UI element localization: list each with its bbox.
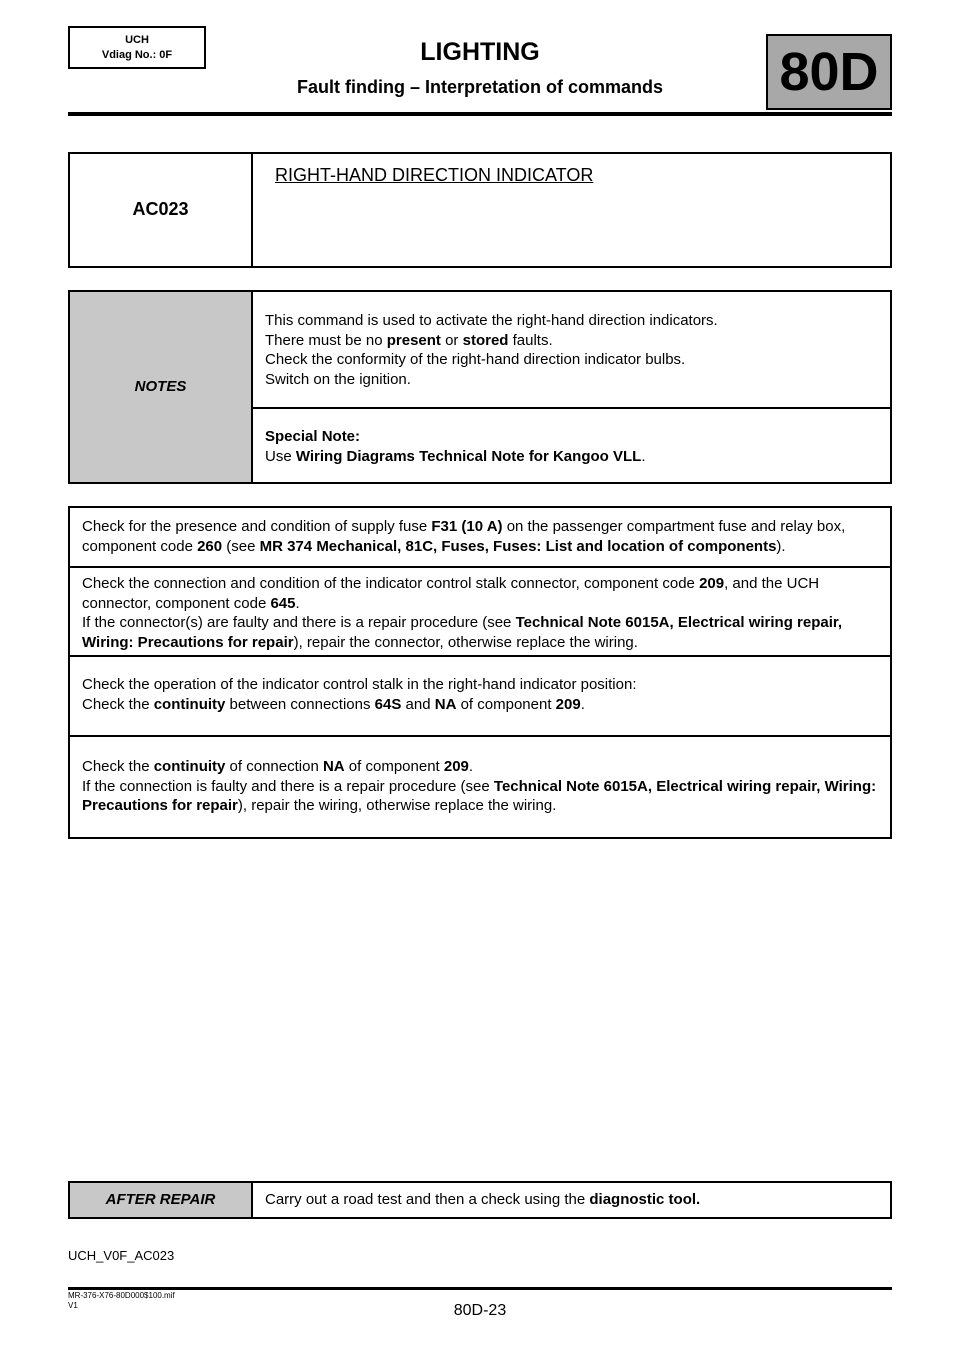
after-repair-table xyxy=(68,1181,892,1219)
notes-line-3: Check the conformity of the right-hand direction indicator bulbs. xyxy=(265,351,686,368)
special-note-text: Use Wiring Diagrams Technical Note for Kangoo VLL. xyxy=(265,447,646,465)
steps-table xyxy=(68,506,892,839)
page-title: LIGHTING xyxy=(420,38,540,66)
step-3: Check the operation of the indicator control stalk in the right-hand indicator position: Check the continuity between connections 64S and NA of component 209. xyxy=(69,656,891,736)
after-repair-label: AFTER REPAIR xyxy=(69,1182,252,1218)
notes-line-2: There must be no present or stored faults. xyxy=(265,331,553,349)
footer-rule xyxy=(68,1287,892,1290)
step-1: Check for the presence and condition of supply fuse F31 (10 A) on the passenger compartment fuse and relay box, component code 260 (see MR 374 Mechanical, 81C, Fuses, Fuses: List and location of components). xyxy=(69,507,891,567)
command-table xyxy=(68,152,892,268)
page-number: 80D-23 xyxy=(453,1302,507,1319)
step-2: Check the connection and condition of the indicator control stalk connector, component code 209, and the UCH connector, component code 645. If the connector(s) are faulty and there is a repair procedure (see Technical Note 6015A, Electrical wiring repair, Wiring: Precautions for repair), repair the connector, otherwise replace the wiring. xyxy=(69,567,891,656)
notes-table xyxy=(68,290,892,484)
vdiag-label: Vdiag No.: 0F xyxy=(101,49,173,61)
notes-line-4: Switch on the ignition. xyxy=(265,370,411,388)
system-label: UCH xyxy=(125,34,149,46)
notes-line-1: This command is used to activate the right-hand direction indicators. xyxy=(265,312,718,329)
section-code-badge: 80D xyxy=(766,34,892,110)
command-code: AC023 xyxy=(69,153,252,267)
command-name: RIGHT-HAND DIRECTION INDICATOR xyxy=(275,165,594,185)
after-repair-text: Carry out a road test and then a check using the diagnostic tool. xyxy=(252,1182,891,1218)
step-4: Check the continuity of connection NA of component 209. If the connection is faulty and there is a repair procedure (see Technical Note 6015A, Electrical wiring repair, Wiring: Precautions for repair), repair the wiring, otherwise replace the wiring. xyxy=(69,736,891,838)
file-name: MR-376-X76-80D000$100.mif xyxy=(68,1291,175,1300)
notes-label: NOTES xyxy=(69,291,252,483)
special-note xyxy=(252,408,891,483)
page-subtitle: Fault finding – Interpretation of commands xyxy=(296,77,663,97)
special-note-title: Special Note: xyxy=(265,428,361,445)
version-label: V1 xyxy=(68,1301,78,1310)
notes-content xyxy=(252,291,891,408)
header-rule xyxy=(68,112,892,116)
reference-code: UCH_V0F_AC023 xyxy=(68,1248,175,1263)
